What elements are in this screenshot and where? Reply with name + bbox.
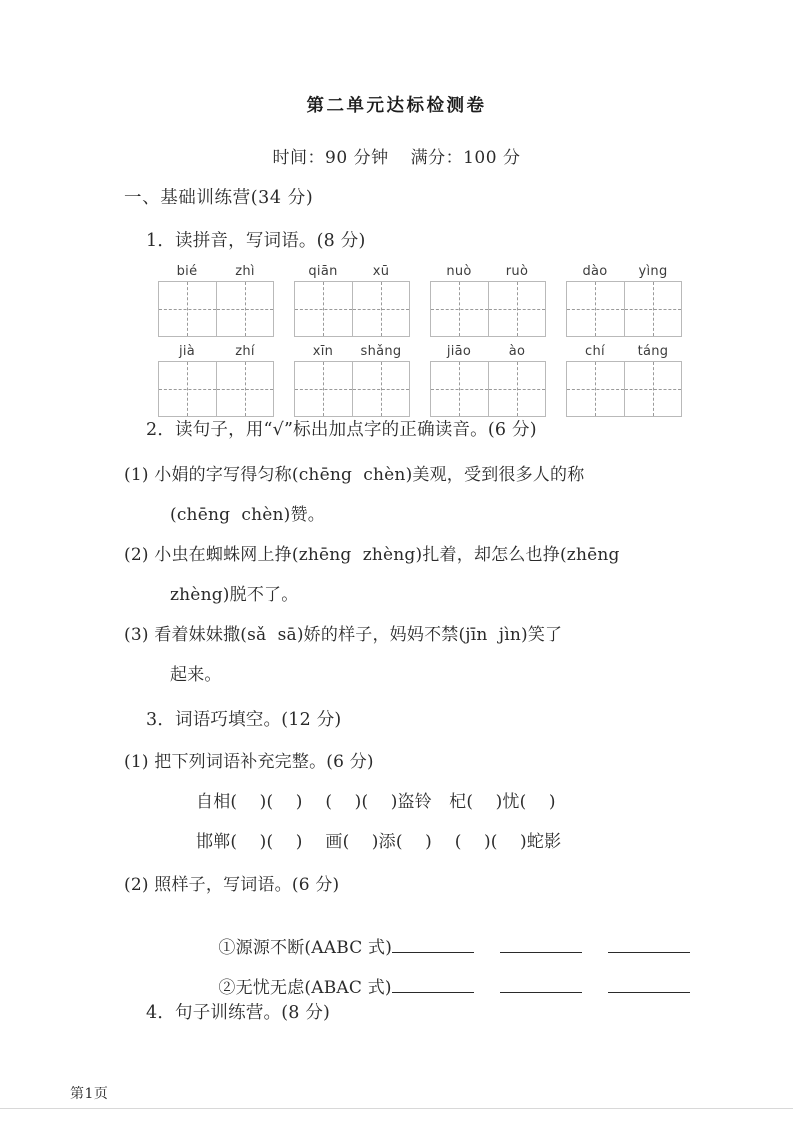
- tianzige-cell[interactable]: [431, 282, 488, 336]
- answer-blank[interactable]: [500, 937, 582, 953]
- pinyin-grid-1-3: [430, 260, 546, 337]
- page-number: 第1页: [70, 1086, 109, 1102]
- tianzige-cell[interactable]: [216, 362, 274, 416]
- tianzige-cell[interactable]: [216, 282, 274, 336]
- answer-blank[interactable]: [392, 977, 474, 993]
- exam-meta: [0, 143, 793, 168]
- question-3-sub-2-item-2-label: ②无忧无虑(ABAC 式): [218, 978, 392, 998]
- tianzige-cell[interactable]: [352, 282, 410, 336]
- page-title: 第二单元达标检测卷: [306, 96, 487, 116]
- pinyin-syllable: bié: [176, 264, 198, 279]
- pinyin-syllable: jià: [178, 344, 196, 359]
- question-2-item-3-line-1: (3) 看着妹妹撒(sǎ sā)娇的样子，妈妈不禁(jīn jìn)笑了: [124, 625, 563, 645]
- pinyin-syllable: táng: [637, 344, 669, 359]
- pinyin-label-row: [158, 340, 274, 359]
- pinyin-label-row: [294, 260, 410, 279]
- question-1-heading: 1．读拼音，写词语。(8 分): [146, 231, 366, 251]
- tianzige-box[interactable]: [430, 281, 546, 337]
- pinyin-syllable: qiān: [308, 264, 338, 279]
- tianzige-cell[interactable]: [295, 282, 352, 336]
- pinyin-grid-2-4: [566, 340, 682, 417]
- question-2-heading: 2．读句子，用“√”标出加点字的正确读音。(6 分): [146, 420, 537, 440]
- tianzige-box[interactable]: [158, 361, 274, 417]
- pinyin-grid-2-3: [430, 340, 546, 417]
- pinyin-syllable: yìng: [638, 264, 668, 279]
- pinyin-syllable: jiāo: [446, 344, 472, 359]
- tianzige-cell[interactable]: [159, 362, 216, 416]
- question-2-item-1-line-2: (chēng chèn)赞。: [170, 505, 325, 525]
- question-3-heading: 3．词语巧填空。(12 分): [146, 710, 342, 730]
- pinyin-syllable: xū: [372, 264, 390, 279]
- pinyin-grid-1-4: [566, 260, 682, 337]
- tianzige-box[interactable]: [294, 281, 410, 337]
- tianzige-box[interactable]: [430, 361, 546, 417]
- tianzige-box[interactable]: [566, 281, 682, 337]
- tianzige-cell[interactable]: [567, 362, 624, 416]
- tianzige-cell[interactable]: [295, 362, 352, 416]
- tianzige-cell[interactable]: [352, 362, 410, 416]
- pinyin-syllable: dào: [582, 264, 608, 279]
- question-3-sub-2-heading: (2) 照样子，写词语。(6 分): [124, 875, 340, 895]
- pinyin-syllable: xīn: [312, 344, 334, 359]
- pinyin-label-row: [430, 260, 546, 279]
- question-3-sub-1-row-2: 邯郸( )( ) 画( )添( ) ( )( )蛇影: [196, 832, 562, 852]
- tianzige-box[interactable]: [566, 361, 682, 417]
- answer-blank[interactable]: [608, 977, 690, 993]
- pinyin-syllable: chí: [585, 344, 605, 359]
- pinyin-label-row: [158, 260, 274, 279]
- pinyin-label-row: [430, 340, 546, 359]
- section-heading-1: 一、基础训练营(34 分): [124, 188, 314, 208]
- pinyin-syllable: ruò: [505, 264, 529, 279]
- question-2-item-3-line-2: 起来。: [170, 665, 222, 685]
- footer-divider: [0, 1108, 793, 1109]
- question-2-item-2-line-1: (2) 小虫在蜘蛛网上挣(zhēng zhèng)扎着，却怎么也挣(zhēng: [124, 545, 620, 565]
- pinyin-syllable: shǎng: [360, 344, 402, 359]
- pinyin-syllable: zhí: [235, 344, 255, 359]
- question-3-sub-1-row-1: 自相( )( ) ( )( )盗铃 杞( )忧( ): [196, 792, 556, 812]
- tianzige-cell[interactable]: [159, 282, 216, 336]
- pinyin-grid-1-2: [294, 260, 410, 337]
- answer-blank[interactable]: [500, 977, 582, 993]
- pinyin-label-row: [566, 260, 682, 279]
- tianzige-cell[interactable]: [488, 282, 546, 336]
- tianzige-box[interactable]: [294, 361, 410, 417]
- pinyin-grid-1-1: [158, 260, 274, 337]
- exam-time-label: 时间：90 分钟: [272, 148, 389, 168]
- tianzige-cell[interactable]: [567, 282, 624, 336]
- pinyin-syllable: ào: [508, 344, 526, 359]
- tianzige-cell[interactable]: [624, 362, 682, 416]
- pinyin-syllable: zhì: [235, 264, 255, 279]
- pinyin-grid-2-2: [294, 340, 410, 417]
- tianzige-cell[interactable]: [624, 282, 682, 336]
- answer-blank[interactable]: [608, 937, 690, 953]
- question-4-heading: 4．句子训练营。(8 分): [146, 1003, 331, 1023]
- pinyin-label-row: [566, 340, 682, 359]
- tianzige-cell[interactable]: [431, 362, 488, 416]
- question-3-sub-2-item-1-label: ①源源不断(AABC 式): [218, 938, 393, 958]
- pinyin-label-row: [294, 340, 410, 359]
- question-2-item-2-line-2: zhèng)脱不了。: [170, 585, 299, 605]
- exam-score-label: 满分：100 分: [410, 148, 521, 168]
- pinyin-grid-2-1: [158, 340, 274, 417]
- tianzige-box[interactable]: [158, 281, 274, 337]
- question-3-sub-1-heading: (1) 把下列词语补充完整。(6 分): [124, 752, 374, 772]
- tianzige-cell[interactable]: [488, 362, 546, 416]
- answer-blank[interactable]: [392, 937, 474, 953]
- pinyin-syllable: nuò: [446, 264, 472, 279]
- question-2-item-1-line-1: (1) 小娟的字写得匀称(chēng chèn)美观，受到很多人的称: [124, 465, 585, 485]
